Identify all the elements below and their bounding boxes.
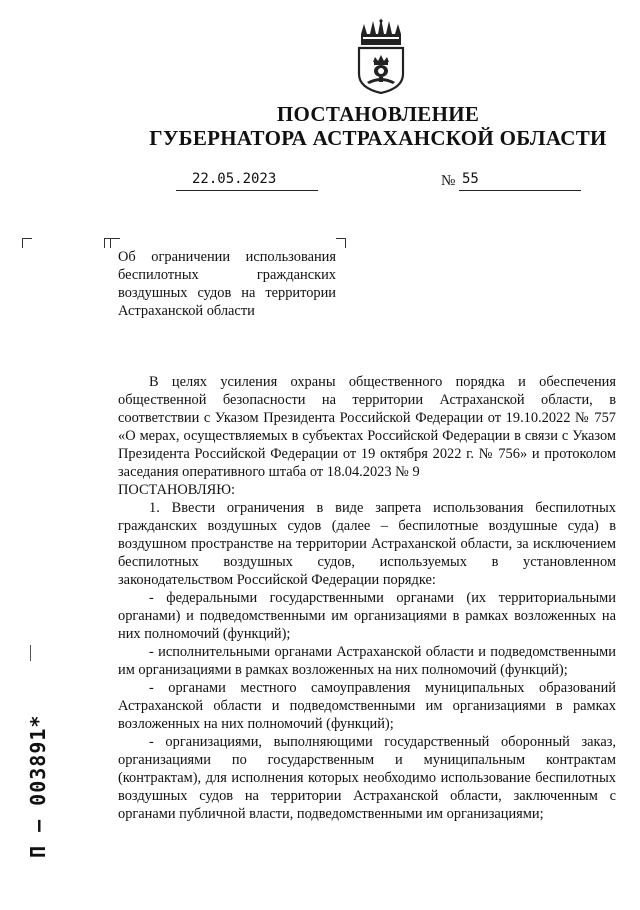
serial-code-text: П – 003891* (26, 714, 50, 858)
bullet-organizations: - организациями, выполняющими государственный оборонный заказ, организациями по государственным и муниципальным контрактам (контрактам), для исполнения которых необходимо использование беспилотных воздушных судов на территории Астраханской области, заключенным с органами публичной власти, подведомственными им организациями; (118, 734, 616, 822)
number-underline (459, 190, 581, 191)
number-label: № (441, 173, 456, 189)
coat-of-arms-icon (353, 18, 409, 94)
side-serial-code (26, 708, 52, 858)
margin-line-mark (30, 645, 31, 661)
document-title-line1: ПОСТАНОВЛЕНИЕ (276, 102, 480, 126)
document-subject: Об ограничении использования беспилотных гражданских воздушных судов на территории Астраханской области (118, 249, 336, 319)
decree-word: ПОСТАНОВЛЯЮ: (118, 482, 236, 498)
intro-paragraph: В целях усиления охраны общественного порядка и обеспечения общественной безопасности на территории Астраханской области, в соответствии с Указом Президента Российской Федерации от 19.10.2022 № 757 «О мерах, осуществляемых в субъектах Российской Федерации в связи с Указом Президента Российской Федерации от 19 октября 2022 г. № 756» и протоколом заседания оперативного штаба от 18.04.2023 № 9 (118, 374, 616, 480)
document-date: 22.05.2023 (192, 171, 277, 187)
document-body (118, 373, 616, 823)
bullet-local: - органами местного самоуправления муниципальных образований Астраханской области и подведомственными им организациями в рамках возложенных на них полномочий (функций); (118, 680, 616, 732)
subject-corner-mark (110, 238, 120, 248)
bullet-federal: - федеральными государственными органами (их территориальными органами) и подведомственными им организациями в рамках возложенных на них полномочий (функций); (118, 590, 616, 642)
bullet-executive: - исполнительными органами Астраханской области и подведомственными им организациями в рамках возложенных на них полномочий (функций); (118, 644, 616, 678)
subject-corner-mark (336, 238, 346, 248)
margin-corner-mark (22, 238, 32, 248)
item-1-paragraph: 1. Ввести ограничения в виде запрета использования беспилотных гражданских воздушных судов (далее – беспилотные воздушные суда) в воздушном пространстве на территории Астраханской области, за исключением беспилотных воздушных судов, используемых в установленном законодательством Российской Федерации порядке: (118, 500, 616, 588)
date-underline (176, 190, 318, 191)
document-title-line2: ГУБЕРНАТОРА АСТРАХАНСКОЙ ОБЛАСТИ (149, 126, 607, 150)
document-number: 55 (462, 171, 479, 187)
